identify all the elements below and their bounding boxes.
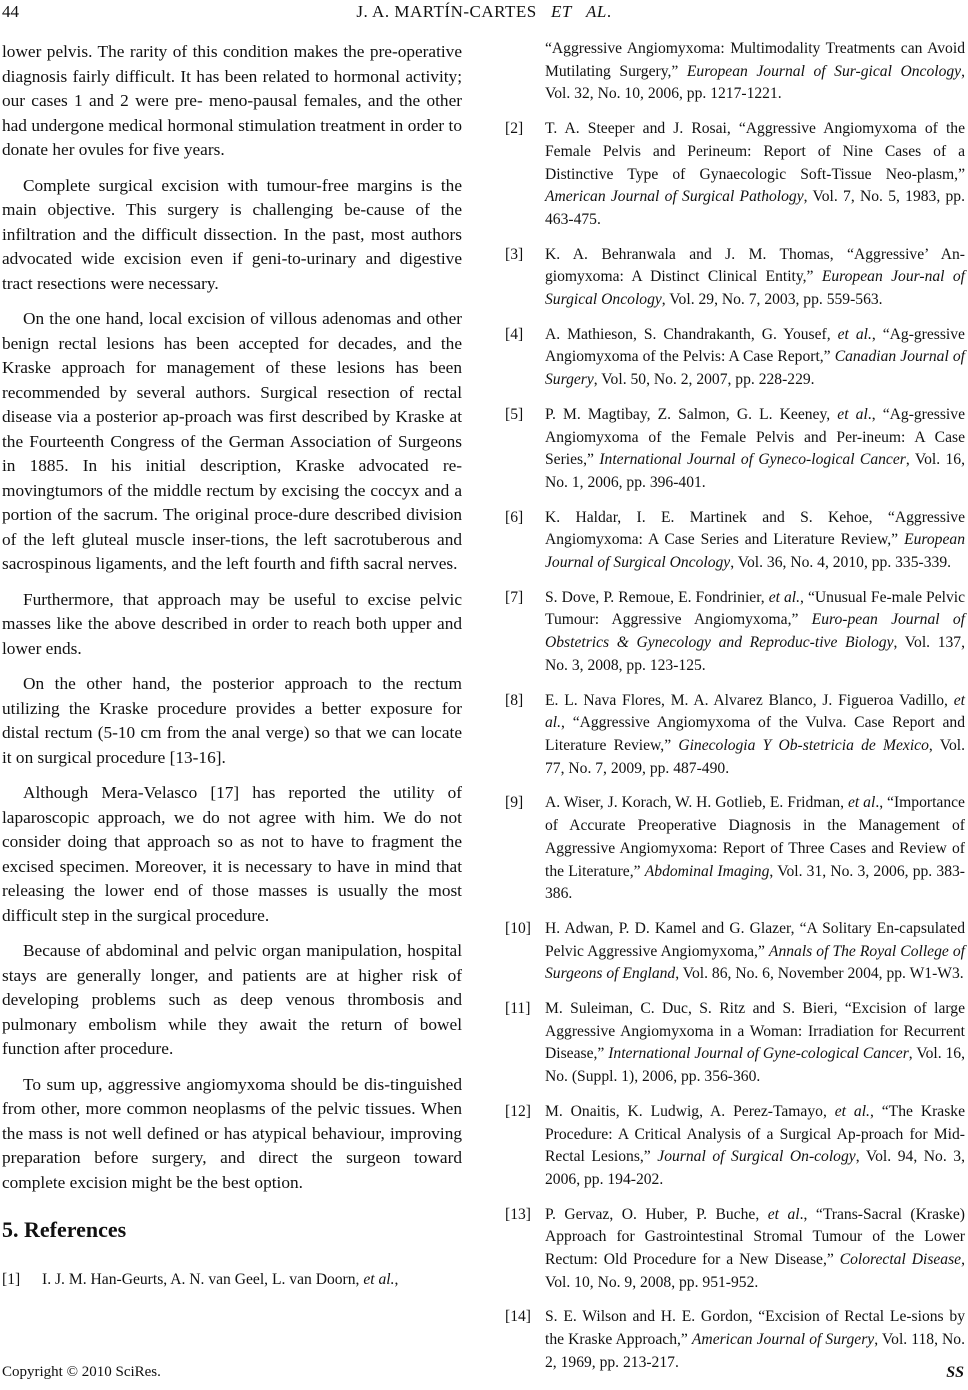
reference-authors: K. Haldar, I. E. Martinek and S. Kehoe, “Aggressive Angiomyxoma: A Case Series and Literature Review,” <box>545 508 965 549</box>
body-paragraph: Furthermore, that approach may be useful to excise pelvic masses like the above described in order to reach both upper and lower ends. <box>2 589 462 658</box>
reference-details: , Vol. 29, No. 7, 2003, pp. 559-563. <box>661 291 883 309</box>
reference-number: [2] <box>505 120 524 138</box>
body-paragraph: On the other hand, the posterior approach to the rectum utilizing the Kraske procedure provides a better exposure for distal rectum (5-10 cm from the anal verge) so that we can locate it on surgical procedure [13-16]. <box>2 674 462 767</box>
reference-authors: I. J. M. Han-Geurts, A. N. van Geel, L. van Doorn, <box>42 1271 364 1288</box>
reference-journal: Journal of Surgical On-cology <box>657 1148 856 1166</box>
reference-title: , “Aggressive Angiomyxoma of the Vulva. Case Report and Literature Review,” <box>545 714 965 754</box>
references-heading: 5. References <box>2 1217 127 1242</box>
reference-item <box>505 690 965 781</box>
reference-journal: European Jour-nal of Surgical Oncology <box>545 268 965 309</box>
reference-authors: A. Wiser, J. Korach, W. H. Gotlieb, E. Fridman, <box>545 794 848 812</box>
reference-journal: Euro-pean Journal of Obstetrics & Gynecology and Reproduc-tive Biology <box>545 611 965 652</box>
reference-item <box>505 118 965 232</box>
reference-et-al: et al <box>767 1205 800 1223</box>
reference-title: , “Unusual Fe-male Pelvic Tumour: Aggressive Angiomyxoma,” <box>545 588 966 629</box>
reference-authors: S. Dove, P. Remoue, E. Fondrinier, <box>545 588 769 606</box>
reference-punct: , <box>394 1271 399 1288</box>
reference-item <box>505 1204 965 1295</box>
reference-et-al: et al. <box>545 691 965 732</box>
reference-number: [7] <box>505 588 524 606</box>
reference-details: , Vol. 16, No. (Suppl. 1), 2006, pp. 356-360. <box>545 1045 965 1086</box>
reference-authors: M. Onaitis, K. Ludwig, A. Perez-Tamayo, <box>545 1102 835 1120</box>
reference-et-al: et al. <box>834 1102 870 1120</box>
reference-et-al: et al <box>847 794 876 812</box>
reference-details: , Vol. 7, No. 5, 1983, pp. 463-475. <box>545 188 965 228</box>
reference-item <box>505 1101 965 1192</box>
page-number: 44 <box>2 2 19 21</box>
reference-title: , “The Kraske Procedure: A Critical Analysis of a Surgical Ap-proach for Mid-Rectal Lesions,” <box>545 1102 965 1166</box>
reference-journal: International Journal of Gyneco-logical Cancer <box>599 451 906 469</box>
reference-item <box>505 324 965 392</box>
reference-authors: S. E. Wilson and H. E. Gordon, “Excision of Rectal Le-sions by the Kraske Approach,” <box>545 1308 965 1349</box>
reference-item <box>505 244 965 312</box>
reference-details: , Vol. 50, No. 2, 2007, pp. 228-229. <box>593 371 815 389</box>
reference-details: , Vol. 118, No. 2, 1969, pp. 213-217. <box>545 1331 966 1371</box>
reference-title: ., “Importance of Accurate Preoperative Diagnosis in the Management of Aggressive Angiomyxoma: Report of Three Cases and Review of the Literature,” <box>545 794 965 880</box>
reference-journal: International Journal of Gyne-cological Cancer <box>608 1045 909 1063</box>
reference-item <box>505 792 965 906</box>
reference-number: [5] <box>505 405 524 423</box>
reference-details: , Vol. 10, No. 9, 2008, pp. 951-952. <box>545 1251 965 1291</box>
reference-authors: T. A. Steeper and J. Rosai, “Aggressive Angiomyxoma of the Female Pelvis and Perineum: Report of Nine Cases of a Distinctive Type of Gynaecologic Soft-Tissue Neo-plasm,” <box>545 120 965 183</box>
reference-journal: European Journal of Surgical Oncology <box>545 531 965 572</box>
reference-journal: European Journal of Sur-gical Oncology <box>686 62 962 80</box>
reference-et-al: et al. <box>837 325 872 343</box>
reference-et-al: et al <box>837 405 868 423</box>
body-paragraph: On the one hand, local excision of villous adenomas and other benign rectal lesions has been accepted for decades, and the Kraske approach for management of these lesions has been recommended by several authors. Surgical resection of rectal disease via a posterior ap-proach was first described by Kraske at the Fourteenth Congress of the German Association of Surgeons in 1885. In his initial description, Kraske advocated re-movingtumors of the middle rectum by excising the coccyx and a portion of the sacrum. The original proce-dure described division of the left gluteal muscle inser-tions, the left sacrotuberous and sacrospinous ligaments, and the left fourth and fifth sacral nerves. <box>2 309 462 573</box>
reference-item-continued <box>505 38 965 106</box>
body-paragraph: Although Mera-Velasco [17] has reported the utility of laparoscopic approach, we do not agree with him. We do not consider doing that approach so as not to have to fragment the excised specimen. Moreover, it is necessary to have in mind that releasing the lower end of those masses is usually the most difficult step in the surgical procedure. <box>2 783 462 925</box>
body-paragraph: lower pelvis. The rarity of this condition makes the pre-operative diagnosis fairly difficult. It has been related to hormonal activity; our cases 1 and 2 were pre- meno-pausal females, and the other had undergone medical hormonal stimulation treatment in order to donate her ovules for five years. <box>2 42 462 159</box>
reference-authors: P. Gervaz, O. Huber, P. Buche, <box>545 1205 768 1223</box>
reference-details: , Vol. 31, No. 3, 2006, pp. 383-386. <box>545 862 965 903</box>
reference-number: [14] <box>505 1308 531 1326</box>
reference-item <box>505 587 965 678</box>
page-header <box>0 0 968 30</box>
right-column <box>505 38 965 1387</box>
reference-authors: P. M. Magtibay, Z. Salmon, G. L. Keeney, <box>545 405 838 423</box>
copyright-notice: Copyright © 2010 SciRes. <box>2 1364 161 1380</box>
left-column <box>2 40 462 1304</box>
reference-details: , Vol. 137, No. 3, 2008, pp. 123-125. <box>545 634 965 674</box>
reference-item <box>2 1269 462 1292</box>
reference-authors: E. L. Nava Flores, M. A. Alvarez Blanco, J. Figueroa Vadillo, <box>545 691 954 709</box>
reference-details: , Vol. 86, No. 6, November 2004, pp. W1-W3. <box>675 965 964 983</box>
reference-journal: Ginecologia Y Ob-stetricia de Mexico <box>678 736 929 754</box>
reference-details: , Vol. 16, No. 1, 2006, pp. 396-401. <box>545 451 966 491</box>
reference-number: [9] <box>505 794 524 812</box>
running-head: J. A. MARTÍN-CARTES ET AL. <box>356 2 612 21</box>
reference-item <box>505 507 965 575</box>
reference-item <box>505 918 965 986</box>
reference-number: [6] <box>505 508 524 526</box>
reference-details: , Vol. 36, No. 4, 2010, pp. 335-339. <box>730 554 952 572</box>
reference-item <box>505 404 965 495</box>
reference-authors: M. Suleiman, C. Duc, S. Ritz and S. Bieri, “Excision of large Aggressive Angiomyxoma in a Woman: Irradiation for Recurrent Disease,” <box>545 1000 965 1063</box>
reference-item <box>505 998 965 1089</box>
reference-authors: A. Mathieson, S. Chandrakanth, G. Yousef, <box>545 325 838 343</box>
reference-number: [12] <box>505 1102 531 1120</box>
reference-title: ., “Trans-Sacral (Kraske) Approach for Gastrointestinal Stromal Tumour of the Lower Rectum: Old Procedure for a New Disease,” <box>545 1205 965 1269</box>
reference-number: [1] <box>2 1271 21 1288</box>
page-footer <box>0 1364 968 1388</box>
reference-authors: H. Adwan, P. D. Kamel and G. Glazer, “A Solitary En-capsulated Pelvic Aggressive Angiomyxoma,” <box>545 919 965 960</box>
reference-authors: K. A. Behranwala and J. M. Thomas, “Aggressive’ An-giomyxoma: A Distinct Clinical Entity,” <box>545 245 965 286</box>
reference-journal: Canadian Journal of Surgery <box>545 348 965 389</box>
journal-abbrev: SS <box>946 1364 964 1381</box>
reference-title: “Aggressive Angiomyxoma: Multimodality Treatments can Avoid Mutilating Surgery,” <box>545 40 965 80</box>
reference-journal: Colorectal Disease <box>839 1251 962 1269</box>
body-paragraph: To sum up, aggressive angiomyxoma should be dis-tinguished from other, more common neoplasms of the pelvic tissues. When the mass is not well defined or has atypical behaviour, improving preparation before surgery, and direct the surgeon toward complete excision might be the best option. <box>2 1074 462 1192</box>
reference-details: , Vol. 32, No. 10, 2006, pp. 1217-1221. <box>545 62 966 103</box>
reference-journal: Annals of The Royal College of Surgeons of England <box>545 942 965 983</box>
reference-number: [10] <box>505 919 531 937</box>
reference-number: [4] <box>505 325 524 343</box>
reference-number: [11] <box>505 1000 531 1018</box>
reference-details: , Vol. 94, No. 3, 2006, pp. 194-202. <box>545 1148 965 1188</box>
reference-journal: American Journal of Surgical Pathology <box>545 188 804 206</box>
reference-et-al: et al. <box>363 1271 395 1288</box>
reference-journal: American Journal of Surgery <box>691 1331 875 1349</box>
body-paragraph: Because of abdominal and pelvic organ manipulation, hospital stays are generally longer, and patients are at higher risk of developing problems such as deep venous thrombosis and pulmonary embolism while they await the return of bowel function after procedure. <box>2 941 462 1058</box>
reference-title: ., “Ag-gressive Angiomyxoma of the Female Pelvis and Per-ineum: A Case Series,” <box>545 405 965 469</box>
reference-details: , Vol. 77, No. 7, 2009, pp. 487-490. <box>545 736 965 777</box>
reference-et-al: et al. <box>768 588 801 606</box>
reference-journal: Abdominal Imaging <box>644 862 770 880</box>
body-paragraph: Complete surgical excision with tumour-free margins is the main objective. This surgery is challenging be-cause of the infiltration and the difficult dissection. In the past, most authors advocated wide excision even if geni-to-urinary and digestive tract resections were necessary. <box>2 175 462 293</box>
reference-number: [8] <box>505 691 524 709</box>
reference-title: , “Ag-gressive Angiomyxoma of the Pelvis: A Case Report,” <box>545 325 965 366</box>
reference-number: [3] <box>505 245 524 263</box>
reference-number: [13] <box>505 1205 531 1223</box>
